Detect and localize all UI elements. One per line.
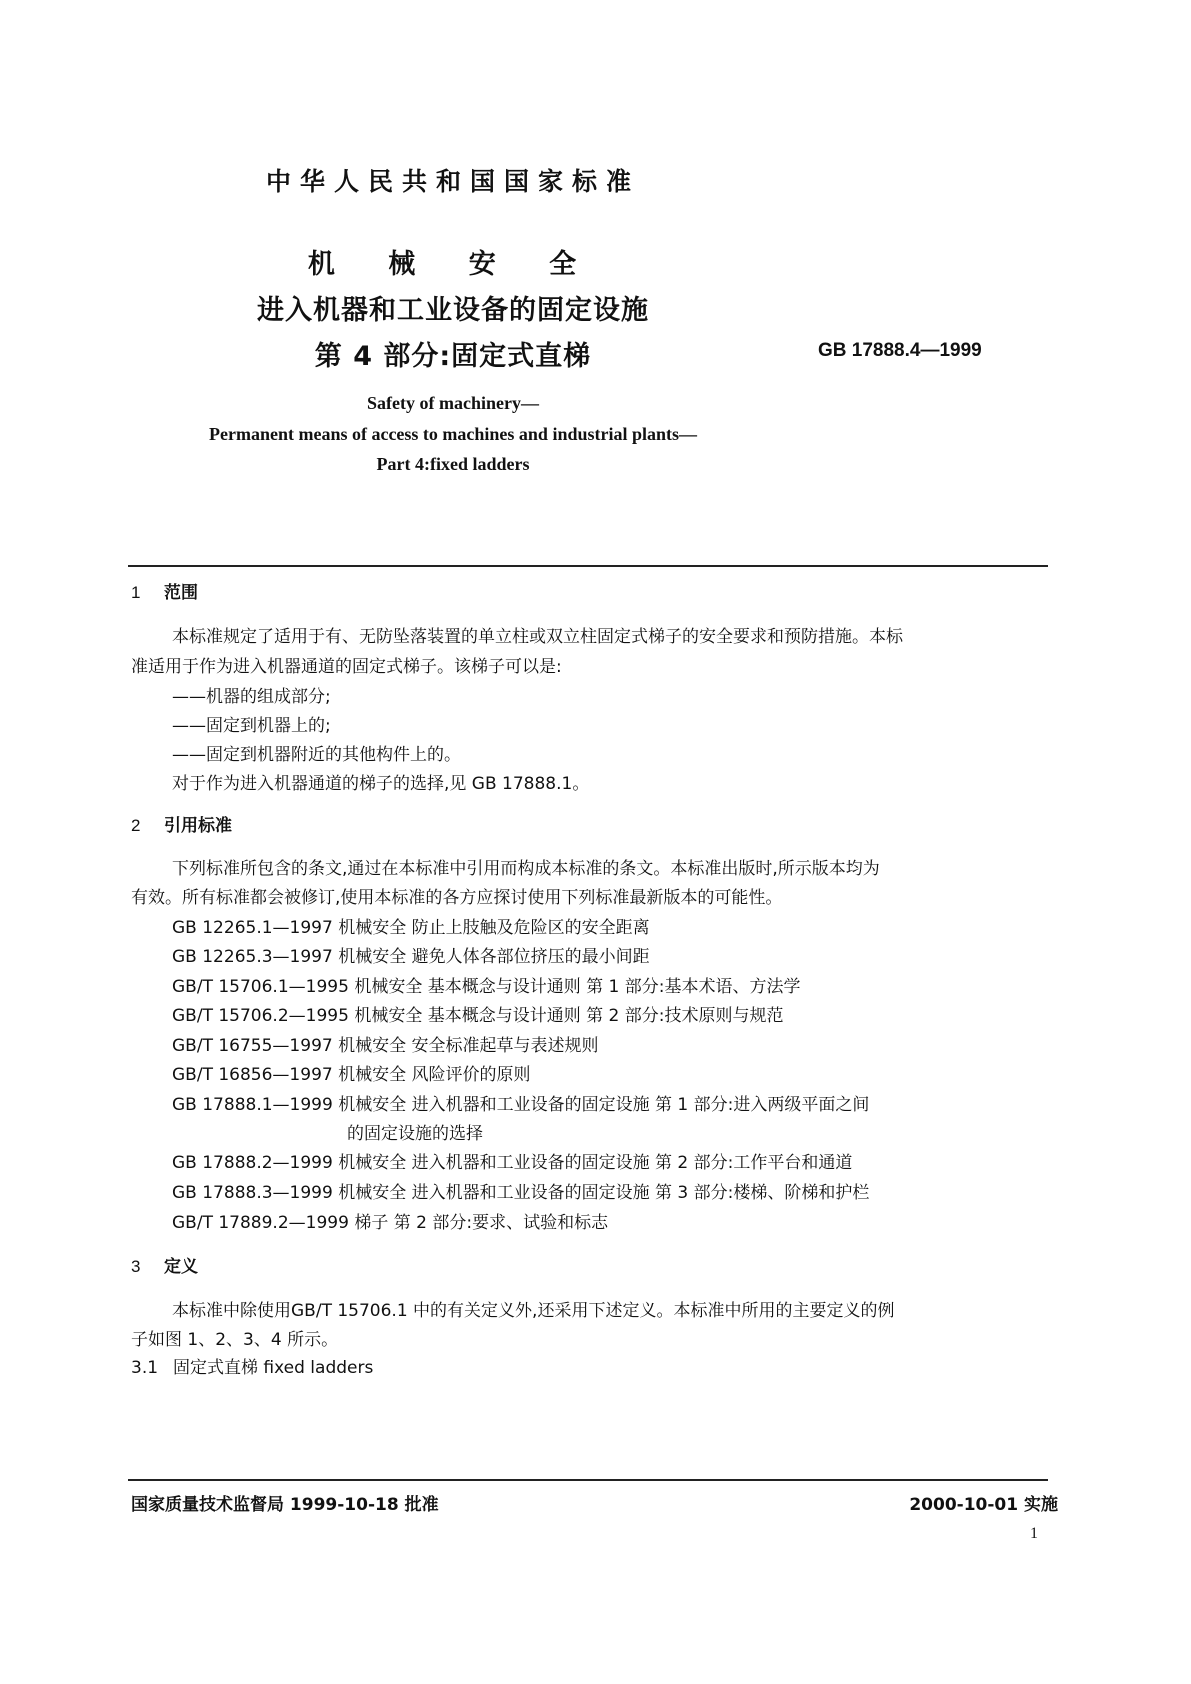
reference-item-continuation: 的固定设施的选择 <box>347 1124 483 1144</box>
reference-item: GB/T 17889.2—1999 梯子 第 2 部分:要求、试验和标志 <box>172 1213 609 1233</box>
reference-item: GB/T 15706.1—1995 机械安全 基本概念与设计通则 第 1 部分:基本术语、方法学 <box>172 977 801 997</box>
section-2-heading <box>131 811 232 836</box>
list-item: ——固定到机器上的; <box>172 716 331 736</box>
reference-item: GB 17888.2—1999 机械安全 进入机器和工业设备的固定设施 第 2 部分:工作平台和通道 <box>172 1153 853 1173</box>
section-number: 2 <box>131 816 141 835</box>
reference-item: GB 17888.1—1999 机械安全 进入机器和工业设备的固定设施 第 1 部分:进入两级平面之间 <box>172 1095 870 1115</box>
list-item: ——固定到机器附近的其他构件上的。 <box>172 745 461 765</box>
national-standard-heading: 中华人民共和国国家标准 <box>265 167 640 196</box>
subsection-number: 3.1 <box>131 1358 159 1378</box>
subsection-title: 固定式直梯 fixed ladders <box>173 1358 374 1378</box>
reference-item: GB/T 16856—1997 机械安全 风险评价的原则 <box>172 1065 531 1085</box>
section-1-paragraph-line: 对于作为进入机器通道的梯子的选择,见 GB 17888.1。 <box>172 774 590 794</box>
section-2-paragraph-line: 下列标准所包含的条文,通过在本标准中引用而构成本标准的条文。本标准出版时,所示版本均为 <box>172 859 880 879</box>
header-divider <box>128 565 1048 567</box>
english-title-line-2: Permanent means of access to machines and industrial plants— <box>208 424 697 444</box>
title-line-1: 机 械 安 全 <box>307 249 599 280</box>
page-number: 1 <box>1030 1525 1038 1542</box>
standard-code: GB 17888.4—1999 <box>818 340 982 361</box>
list-item: ——机器的组成部分; <box>172 687 331 707</box>
approval-info: 国家质量技术监督局 1999-10-18 批准 <box>131 1495 439 1515</box>
title-line-2: 进入机器和工业设备的固定设施 <box>257 295 649 326</box>
section-2-paragraph-line: 有效。所有标准都会被修订,使用本标准的各方应探讨使用下列标准最新版本的可能性。 <box>131 888 783 908</box>
footer-divider <box>128 1479 1048 1481</box>
section-title: 定义 <box>164 1257 198 1277</box>
reference-item: GB/T 16755—1997 机械安全 安全标准起草与表述规则 <box>172 1036 599 1056</box>
reference-item: GB 17888.3—1999 机械安全 进入机器和工业设备的固定设施 第 3 部分:楼梯、阶梯和护栏 <box>172 1183 870 1203</box>
reference-item: GB 12265.1—1997 机械安全 防止上肢触及危险区的安全距离 <box>172 918 650 938</box>
section-3-paragraph-line: 本标准中除使用GB/T 15706.1 中的有关定义外,还采用下述定义。本标准中所用的主要定义的例 <box>172 1301 895 1321</box>
english-title-line-3: Part 4:fixed ladders <box>376 454 530 474</box>
section-title: 引用标准 <box>164 816 232 836</box>
effective-date: 2000-10-01 实施 <box>909 1495 1058 1515</box>
section-3-paragraph-line: 子如图 1、2、3、4 所示。 <box>131 1330 339 1350</box>
section-1-paragraph-line: 本标准规定了适用于有、无防坠落装置的单立柱或双立柱固定式梯子的安全要求和预防措施。本标 <box>172 627 903 647</box>
subsection-3-1 <box>131 1353 373 1378</box>
section-3-heading <box>131 1252 198 1277</box>
english-title-line-1: Safety of machinery— <box>367 393 539 413</box>
section-number: 1 <box>131 583 141 602</box>
section-title: 范围 <box>164 583 198 603</box>
section-1-paragraph-line: 准适用于作为进入机器通道的固定式梯子。该梯子可以是: <box>131 657 562 677</box>
reference-item: GB 12265.3—1997 机械安全 避免人体各部位挤压的最小间距 <box>172 947 650 967</box>
section-1-heading <box>131 578 198 603</box>
title-line-3: 第 4 部分:固定式直梯 <box>314 341 592 372</box>
reference-item: GB/T 15706.2—1995 机械安全 基本概念与设计通则 第 2 部分:技术原则与规范 <box>172 1006 784 1026</box>
section-number: 3 <box>131 1257 141 1276</box>
